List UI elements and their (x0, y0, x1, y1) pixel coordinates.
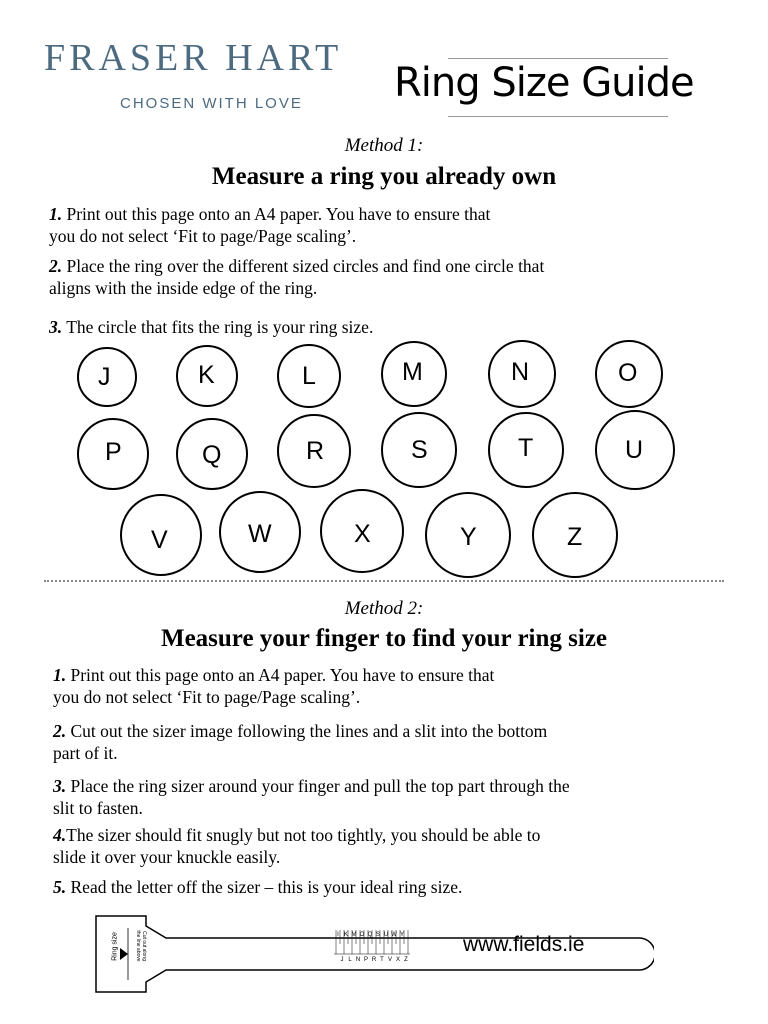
brand-logo: FRASER HART (44, 37, 343, 79)
sizer-bottom-letter: T (380, 957, 384, 963)
method1-label: Method 1: (344, 135, 424, 156)
sizer-arrow-icon (120, 948, 128, 960)
title-rule-bottom (448, 116, 668, 117)
method1-step-3: 3. The circle that fits the ring is your ring size. (49, 317, 374, 337)
sizer-bottom-letter: J (340, 957, 344, 963)
size-circle-s: S (381, 412, 457, 488)
sizer-top-letter: W (391, 932, 397, 938)
sizer-top-letter: Y (399, 932, 405, 938)
method2-step-3: 3. Place the ring sizer around your finger and pull the top part through the slit to fasten. (53, 776, 570, 818)
sizer-top-letter: Q (367, 932, 373, 938)
size-circle-k: K (176, 345, 238, 407)
size-circle-v: V (120, 494, 202, 576)
sizer-url: www.fields.ie (463, 933, 585, 956)
method1-heading: Measure a ring you already own (211, 163, 557, 190)
method2-heading: Measure your finger to find your ring size (160, 625, 608, 652)
method2-step-4: 4.The sizer should fit snugly but not too tightly, you should be able to slide it over your knuckle easily. (53, 825, 541, 867)
page-title: Ring Size Guide (394, 60, 694, 106)
sizer-bottom-letter: N (355, 957, 361, 963)
sizer-bottom-letter: V (387, 957, 393, 963)
size-circle-p: P (77, 418, 149, 490)
sizer-bottom-letter: P (363, 957, 369, 963)
title-rule-top (448, 58, 668, 59)
size-circle-m: M (381, 341, 447, 407)
size-circle-o: O (595, 340, 663, 408)
size-circle-l: L (277, 344, 341, 408)
size-circle-y: Y (425, 492, 511, 578)
sizer-cut-note: Cut out along the line above (135, 930, 147, 962)
method2-label: Method 2: (344, 598, 424, 619)
size-circle-u: U (595, 410, 675, 490)
size-circle-z: Z (532, 492, 618, 578)
sizer-top-letter: U (383, 932, 389, 938)
brand-tagline: CHOSEN WITH LOVE (120, 95, 303, 112)
size-circle-t: T (488, 412, 564, 488)
sizer-top-letter: K (343, 932, 349, 938)
method2-step-1: 1. Print out this page onto an A4 paper. You have to ensure that you do not select ‘Fit to page/Page scaling’. (53, 665, 495, 707)
sizer-top-letter: S (375, 932, 381, 938)
size-circle-j: J (77, 347, 137, 407)
sizer-label: Ring size (111, 932, 119, 961)
sizer-top-letter: M (351, 932, 357, 938)
sizer-ticks (334, 930, 410, 963)
method2-step-2: 2. Cut out the sizer image following the lines and a slit into the bottom part of it. (53, 721, 548, 763)
size-circle-n: N (488, 340, 556, 408)
method1-step-2: 2. Place the ring over the different sized circles and find one circle that aligns with the inside edge of the ring. (49, 256, 545, 298)
sizer-bottom-letter: L (348, 957, 352, 963)
sizer-bottom-letter: Z (404, 957, 408, 963)
dotted-divider (44, 580, 724, 582)
size-circle-x: X (320, 489, 404, 573)
method1-step-1: 1. Print out this page onto an A4 paper. You have to ensure that you do not select ‘Fit to page/Page scaling’. (49, 204, 491, 246)
size-circle-q: Q (176, 418, 248, 490)
sizer-bottom-letter: X (395, 957, 401, 963)
size-circle-w: W (219, 491, 301, 573)
size-circle-r: R (277, 414, 351, 488)
sizer-top-letter: I (337, 932, 339, 938)
sizer-bottom-letter: R (371, 957, 377, 963)
sizer-top-letter: O (359, 932, 365, 938)
method2-step-5: 5. Read the letter off the sizer – this is your ideal ring size. (53, 877, 463, 897)
